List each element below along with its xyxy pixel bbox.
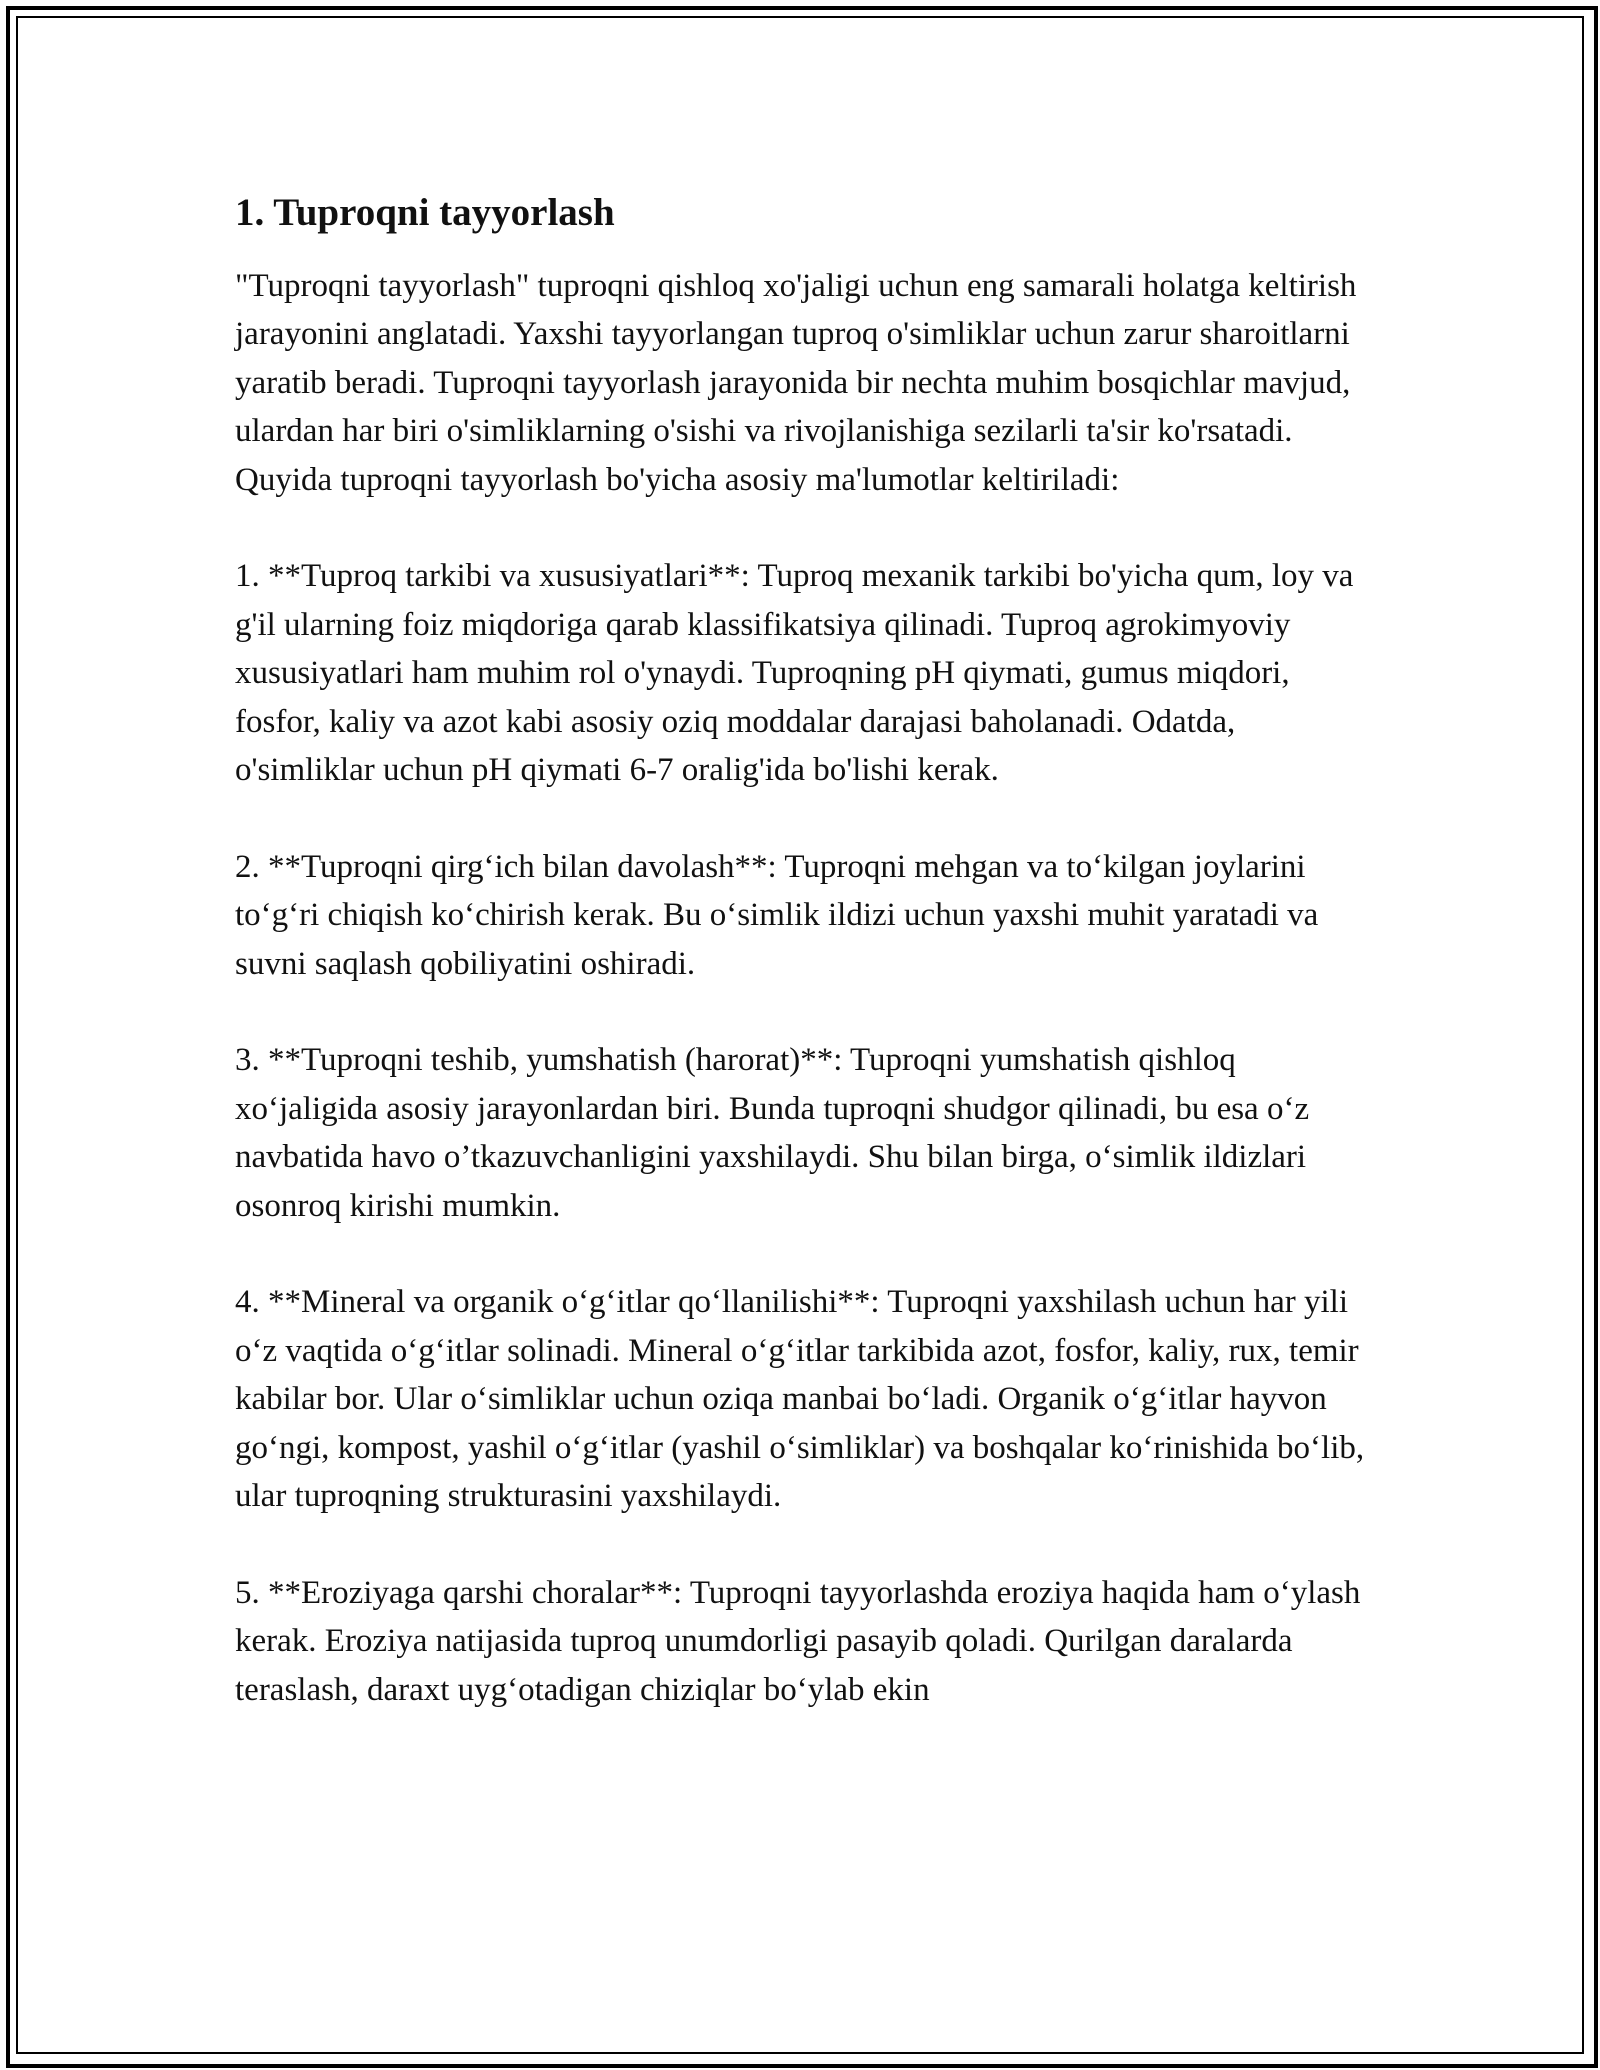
document-page xyxy=(235,186,1375,1714)
list-item-4: 4. **Mineral va organik o‘g‘itlar qo‘llanilishi**: Tuproqni yaxshilash uchun har yili o‘z vaqtida o‘g‘itlar solinadi. Mineral o‘g‘itlar tarkibida azot, fosfor, kaliy, rux, temir kabilar bor. Ular o‘simliklar uchun oziqa manbai bo‘ladi. Organik o‘g‘itlar hayvon go‘ngi, kompost, yashil o‘g‘itlar (yashil o‘simliklar) va boshqalar ko‘rinishida bo‘lib, ular tuproqning strukturasini yaxshilaydi. xyxy=(235,1284,1365,1515)
list-item-5: 5. **Eroziyaga qarshi choralar**: Tuproqni tayyorlashda eroziya haqida ham o‘ylash kerak. Eroziya natijasida tuproq unumdorligi pasayib qoladi. Qurilgan daralarda teraslash, daraxt uyg‘otadigan chiziqlar bo‘ylab ekin xyxy=(235,1574,1361,1708)
list-item-1: 1. **Tuproq tarkibi va xususiyatlari**: Tuproq mexanik tarkibi bo'yicha qum, loy va g'il ularning foiz miqdoriga qarab klassifikatsiya qilinadi. Tuproq agrokimyoviy xususiyatlari ham muhim rol o'ynaydi. Tuproqning pH qiymati, gumus miqdori, fosfor, kaliy va azot kabi asosiy oziq moddalar darajasi baholanadi. Odatda, o'simliklar uchun pH qiymati 6-7 oralig'ida bo'lishi kerak. xyxy=(235,558,1354,789)
intro-paragraph: "Tuproqni tayyorlash" tuproqni qishloq xo'jaligi uchun eng samarali holatga keltirish jarayonini anglatadi. Yaxshi tayyorlangan tuproq o'simliklar uchun zarur sharoitlarni yaratib beradi. Tuproqni tayyorlash jarayonida bir nechta muhim bosqichlar mavjud, ulardan har biri o'simliklarning o'sishi va rivojlanishiga sezilarli ta'sir ko'rsatadi. Quyida tuproqni tayyorlash bo'yicha asosiy ma'lumotlar keltiriladi: xyxy=(235,268,1357,498)
section-heading: 1. Tuproqni tayyorlash xyxy=(235,191,615,234)
list-item-3: 3. **Tuproqni teshib, yumshatish (harorat)**: Tuproqni yumshatish qishloq xo‘jaligida asosiy jarayonlardan biri. Bunda tuproqni shudgor qilinadi, bu esa o‘z navbatida havo o’tkazuvchanligini yaxshilaydi. Shu bilan birga, o‘simlik ildizlari osonroq kirishi mumkin. xyxy=(235,1042,1310,1224)
list-item-2: 2. **Tuproqni qirg‘ich bilan davolash**: Tuproqni mehgan va to‘kilgan joylarini to‘g‘ri chiqish ko‘chirish kerak. Bu o‘simlik ildizi uchun yaxshi muhit yaratadi va suvni saqlash qobiliyatini oshiradi. xyxy=(235,848,1319,982)
